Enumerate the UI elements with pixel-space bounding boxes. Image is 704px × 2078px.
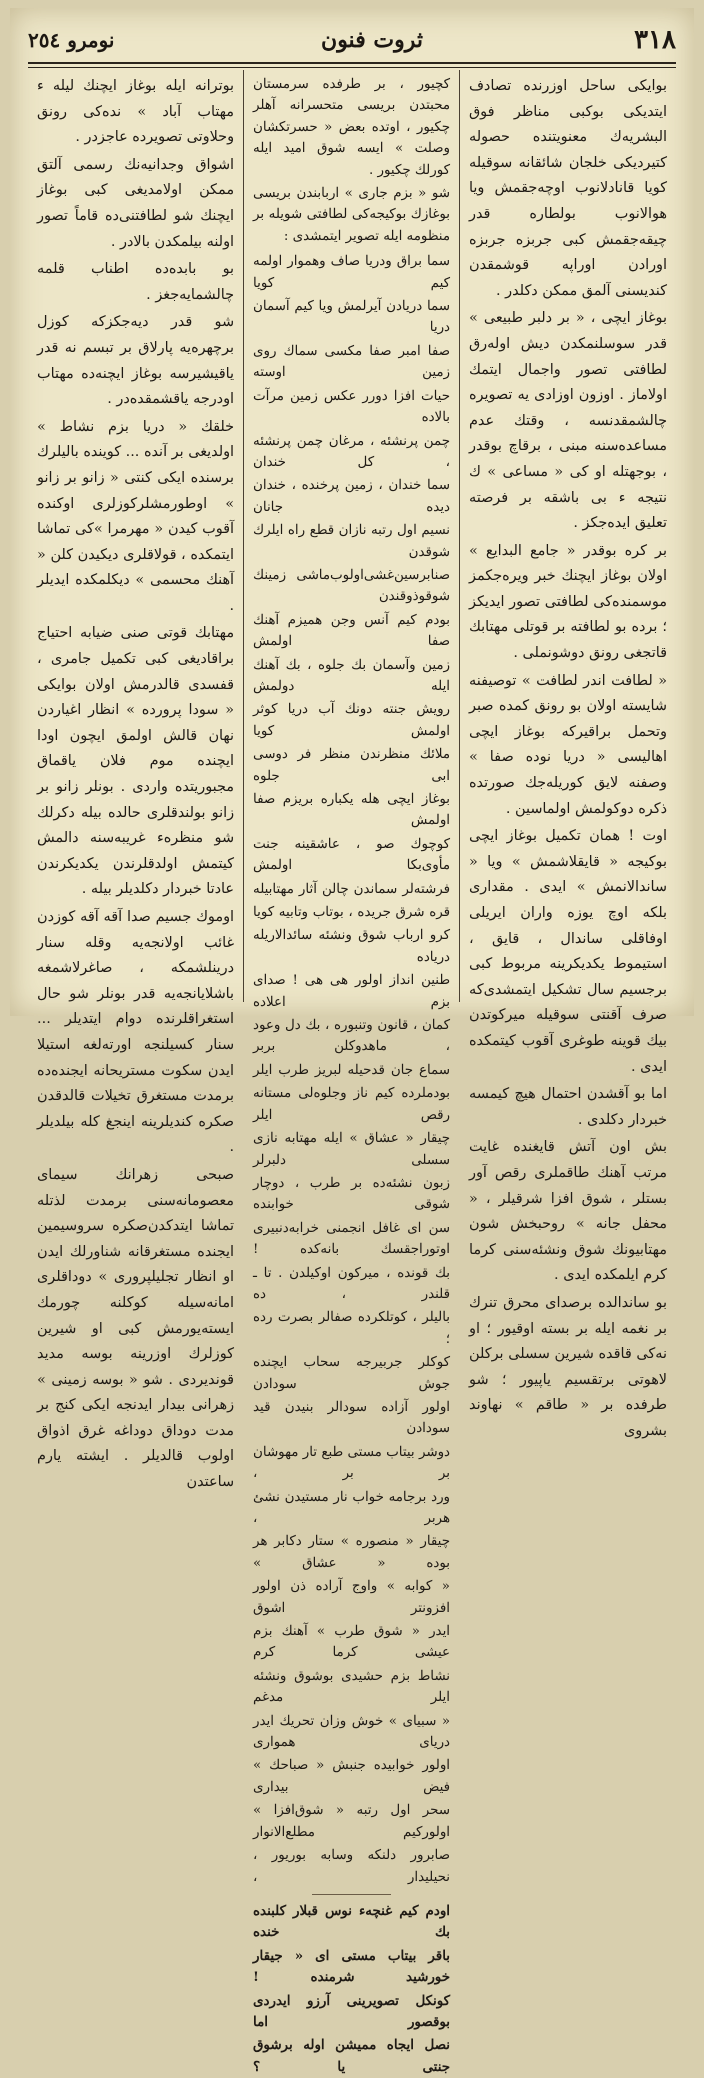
paragraph: شو قدر دیه‌جکزکه کوزل برچهره‌یه پارلاق بر تبسم نه قدر یاقیشیرسه بوغاز ایچنه‌ده مهتاب اودرجه یاقشمقده‌در . bbox=[37, 314, 235, 408]
verse-line: کوچوك صو ، عاشقینه جنت مأوی‌بکا اولمش bbox=[253, 836, 451, 874]
verse-line: بودم کیم آنس وجن همیزم آهنك صفا اولمش bbox=[253, 612, 451, 650]
verse-line: بك قونده ، میرکون اوکیلدن . تا ـ قلندر ، ده bbox=[253, 1265, 451, 1302]
paragraph: بو ساندالده برصدای محرق تنرك بر نغمه ایله بر بسته اوقیور ؛ او نه‌کی قاقده شیرین سسلی برکلن لاهوتی برتقسیم یاپیور ؛ شو طرفده بر « طاقم » نهاوند بشروی bbox=[469, 1294, 667, 1439]
verse-line: حیات افزا دورر عکس زمین مرآت بالاده bbox=[253, 388, 451, 426]
verse-line: ملائك منظرندن منظر فر دوسی ابی جلوه bbox=[253, 747, 451, 784]
issue-number: نومرو ٢٥٤ bbox=[28, 28, 115, 52]
verse-line: چیقار « منصوره » ستار دکابر هر بوده « عشاق » bbox=[253, 1534, 451, 1571]
verse-line: « کوابه » واوج آراده ذن اولور افزونتر اشوق bbox=[253, 1579, 451, 1616]
verse-line: « سبیای » خوش وزان تحریك ایدر دریای همواری bbox=[253, 1713, 451, 1751]
paragraph: صبحی زهرانك سیمای معصومانه‌سنی برمدت لذتله تماشا ایتدکدن‌صکره سروسیمین ایجنده مستغرقانه شناورلك ایدن او انظار تجلیلپروری » دوداقلری امانه‌سیله کوکلنه چورمك ایسته‌یورمش کبی او شیرین کوزلرك اوزرینه بوسه مدید قوندیردی . شو « بوسه زمینی » زهرانی بیدار ایدنجه ایکی کنج بر مدت دوداق دوداغه غرق اذواق اولوب قالدیلر . ایشته یارم ساعتدن bbox=[37, 1166, 235, 1491]
paragraph: بوترانه ایله بوغاز ایچنك لیله ء مهتاب آباد » نده‌کی رونق وحلاوتی تصویرده عاجزدر . bbox=[37, 78, 235, 146]
paragraph: اشواق وجدانیه‌نك رسمی آلتق ممکن اولامدیغی کبی بوغاز ایچنك شو لطافتنی‌ده قاماً تصور اولنه بیلمکدن بالادر . bbox=[37, 156, 235, 250]
verse-line: اولور خوابیده جنبش « صباحك » فیض بیداری bbox=[253, 1758, 451, 1795]
verse-separator bbox=[312, 1894, 391, 1895]
verse-line: صنابرسین‌غشی‌اولوب‌ماشی زمینك شوقوذوقندن bbox=[253, 567, 451, 605]
poem-closing bbox=[253, 1901, 450, 2078]
verse-line: سحر اول رتبه « شوق‌افزا » اولورکیم مطلع‌الانوار bbox=[253, 1803, 451, 1840]
paragraph: بش اون آتش قایغنده غایت مرتب آهنك طاقملری رقص آور بستلر ، شوق افزا شرقیلر ، « محفل جانه » روحبخش شون مهتابیونك شوق ونشئه‌سنی کرما کرم ایلمکده ایدی . bbox=[469, 1139, 667, 1284]
verse-line: نسیم اول رتبه نازان قطع راه ایلرك شوقدن bbox=[253, 523, 451, 560]
verse-line: نصل ایجاه ممیشن اوله برشوق جنتی یا ؟ bbox=[253, 2037, 451, 2075]
newspaper-page bbox=[10, 8, 694, 2075]
verse-line: بالیلر ، کوتلکرده صفالر بصرت رده ؛ bbox=[253, 1310, 451, 1347]
verse-line: سما براق ودریا صاف وهموار اولمه کیم کویا bbox=[253, 254, 451, 291]
page-number: ٣١٨ bbox=[634, 25, 676, 55]
verse-line: کونکل تصویرینی آرزو ایدردی بوقصور اما bbox=[253, 1992, 451, 2030]
verse-line: کمان ، قانون وتنبوره ، بك دل وعود ، ماهدوکلن بربر bbox=[253, 1018, 451, 1055]
page-header bbox=[28, 20, 676, 60]
column-left bbox=[28, 70, 244, 1491]
paragraph: کچیور ، بر طرفده سرمستان محبتدن بریسی متحسرانه آهلر چکیور ، اوتده بعض « حسرتکشان وصلت » ایسه شوق امید ایله کورلك چکیور . bbox=[253, 77, 451, 178]
text-columns bbox=[28, 70, 676, 2075]
verse-line: رویش جنته دونك آب دریا کوثر اولمش کویا bbox=[253, 702, 451, 739]
verse-line: کوکلر جربیرجه سحاب ایچنده جوش سودادن bbox=[253, 1355, 451, 1392]
verse-line: صفا امبر صفا مکسی سماك روی زمین اوسته bbox=[253, 343, 451, 381]
paragraph: « لطافت اندر لطافت » توصیفنه شایسته اولان بو رونق کمده صبر وتحمل براقیرکه بوغاز ایچی اهالیسی « دریا نوده صفا » وصفنه لایق کوریله‌جك صورتده ذکره دوکولمش اولماسین . bbox=[469, 672, 667, 817]
verse-line: اودم کیم غنچهء نوس قبلار کلبنده بك خنده bbox=[253, 1902, 451, 1941]
verse-line: ایدر « شوق طرب » آهنك بزم عیشی کرما کرم bbox=[253, 1624, 451, 1661]
verse-line: نشاط بزم حشیدی بوشوق ونشئه ایلر مدغم bbox=[253, 1668, 451, 1706]
paragraph: اما بو آقشدن احتمال هیچ کیمسه خبردار دکلدی . bbox=[469, 1086, 667, 1128]
paragraph: اوت ! همان تکمیل بوغاز ایچی بوکیجه « قایقلاشمش » ویا « ساندالانمش » ایدی . مقداری بلکه اوچ یوزه واران ایریلی اوفاقلی ساندال ، قایق ، استیموط یکدیکرینه مربوط کبی برجسیم سال تشکیل ایتمشدی‌که صرف آقنتی سوقیله میرکوتدن بیك قوینه طوغری آقوب کیتمکده ایدی . bbox=[469, 828, 667, 1075]
verse-line: سن ای غافل انجمنی خرابه‌دنبیری اوتوراجقسك بانه‌کده ! bbox=[253, 1220, 451, 1258]
paragraph: شو « بزم جاری » اربابندن بریسی بوغازك بوکیجه‌کی لطافتی شویله بر منظومه ایله تصویر ایتمشدی : bbox=[253, 186, 451, 244]
verse-line: ورد برجامه خواب نار مستیدن نشئ هربر ، bbox=[253, 1489, 451, 1526]
verse-line: طنین انداز اولور هی هی ! صدای بزم اعلاده bbox=[253, 973, 451, 1010]
verse-line: کرو ارباب شوق ونشئه سائدالاریله دریاده bbox=[253, 928, 451, 965]
verse-line: سما خندان ، زمین پرخنده ، خندان دیده جانان bbox=[253, 478, 451, 515]
verse-line: بوغاز ایچی هله یکباره بریزم صفا اولمش bbox=[253, 792, 451, 829]
verse-line: زمین وآسمان بك جلوه ، بك آهنك ایله دولمش bbox=[253, 657, 451, 694]
paragraph: اوموك جسیم صدا آقه آقه کوزدن غائب اولانجه‌یه وقله سنار درینلشمکه ، صاغرلاشمغه باشلایانجه‌یه قدر بونلر شو حال استغراقلرنده دوام ایتدیلر ... سنار کسیلنجه اورته‌لغه استیلا ایدن سکوت مستریحانه ایجنده‌ده برمدت مستغرق تخیلات قالدقدن صکره کندیلرینه اینجغ کله بیلدیلر . bbox=[37, 909, 235, 1156]
column-right bbox=[460, 70, 676, 1439]
column-middle bbox=[244, 70, 460, 2075]
verse-line: فرشته‌لر سماندن چالن آثار مهتابیله bbox=[253, 881, 451, 897]
verse-line: سماع جان قدحیله لبریز طرب ایلر bbox=[253, 1062, 451, 1078]
paragraph: مهتابك قوتی صنی ضیابه احتیاج براقادیغی کبی تکمیل جامری ، قفسدی قالدرمش اولان بوایکی « سودا پرورده » انظار اغیاردن نهان قالش اولمق ایچون اودا ایچنده موم فلان یاقماق مجبوریتده واردی . بونلر زانو بر زانو بولندقلری حالده بیله دکرلك شو منظرهء غریبه‌سنه دالمش کیتمش اولدقلرندن یکدیکرندن عادتا خبردار دکلدیلر بیله . bbox=[37, 625, 235, 898]
paragraph: بو بابده‌ده اطناب قلمه چالشمایه‌جغز . bbox=[37, 261, 235, 303]
paragraph: بر كره بوقدر « جامع البدایع » اولان بوغاز ایچنك خبر ویره‌جکمز موسمنده‌کی لطافتی تصور ایدیکز ؛ برده بو لطافته بر قوتلی مهتابك قاتجغی رونق دوشونملی . bbox=[469, 542, 667, 662]
verse-line: چمن پرنشئه ، مرغان چمن پرنشئه ، کل خندان bbox=[253, 433, 451, 470]
verse-line: بودملرده کیم ناز وجلوه‌لی مستانه رقص ایلر bbox=[253, 1086, 451, 1123]
verse-line: باقر بیتاب مستی ای « جیقار خورشید شرمنده ! bbox=[253, 1947, 451, 1986]
paragraph: بوغاز ایچی ، « بر دلبر طبیعی » قدر سوسلنمكدن دیش اوله‌رق لطافتی تصور واجمال ایتمك اولاماز . اوزون اوزادی یه تصویره چالشمقدنسه ، وقتك عدم مساعده‌سنه مبنی ، برقاچ بوقدر ، بوجهتله او كی « مساعی » ك نتیجه ء بی باشقه بر فرصته تعلیق ایده‌جکز . bbox=[469, 310, 667, 532]
verse-line: قره شرق جریده ، بوتاب وتابیه کویا bbox=[253, 905, 451, 921]
journal-title: ثروت فنون bbox=[321, 27, 423, 53]
verse-line: صابرور دلنکه وسابه بوریور ، نحیلیدار ، bbox=[253, 1848, 451, 1885]
poem bbox=[253, 251, 450, 1888]
verse-line: چیقار « عشاق » ایله مهتابه نازی سسلی دلبرلر bbox=[253, 1131, 451, 1168]
paragraph: بوایكی ساحل اوزرنده تصادف ایتدیکی بوکبی مناظر فوق البشریه‌ك معنویتنده حصوله كتیردیکی خلجان شائقانه سوقیله کویا قانادلانوب اوچه‌جقمش ویا هوالانوب بولطاره قدر چیقه‌جقمش کبی جربزه جربزه اورادن اوراپه قوشمقدن كندیسنی آلمق ممکن دکلدر . bbox=[469, 78, 667, 299]
paragraph: خلقك « دریا بزم نشاط » اولدیغی بر آنده ... کوینده بالیلرك برسنده ایکی کنتی « زانو بر زانو » اوطورمشلرکوزلری اوکنده آقوب کیدن « مهرمرا »‌کی تماشا ایتمکده ، قولاقلری دیکیدن کلن « آهنك محسمی » دیکلمکده ایدیلر . bbox=[37, 418, 235, 614]
verse-line: زبون نشئه‌ده بر طرب ، دوچار شوقی خوابنده bbox=[253, 1175, 451, 1213]
verse-line: دوشر بیتاب مستی طبع تار مهوشان بر بر ، bbox=[253, 1444, 451, 1482]
header-rule bbox=[28, 62, 676, 68]
verse-line: سما دریادن آیرلمش ویا کیم آسمان دریا bbox=[253, 299, 451, 336]
verse-line: اولور آزاده سودالر بنیدن قید سودادن bbox=[253, 1399, 451, 1437]
